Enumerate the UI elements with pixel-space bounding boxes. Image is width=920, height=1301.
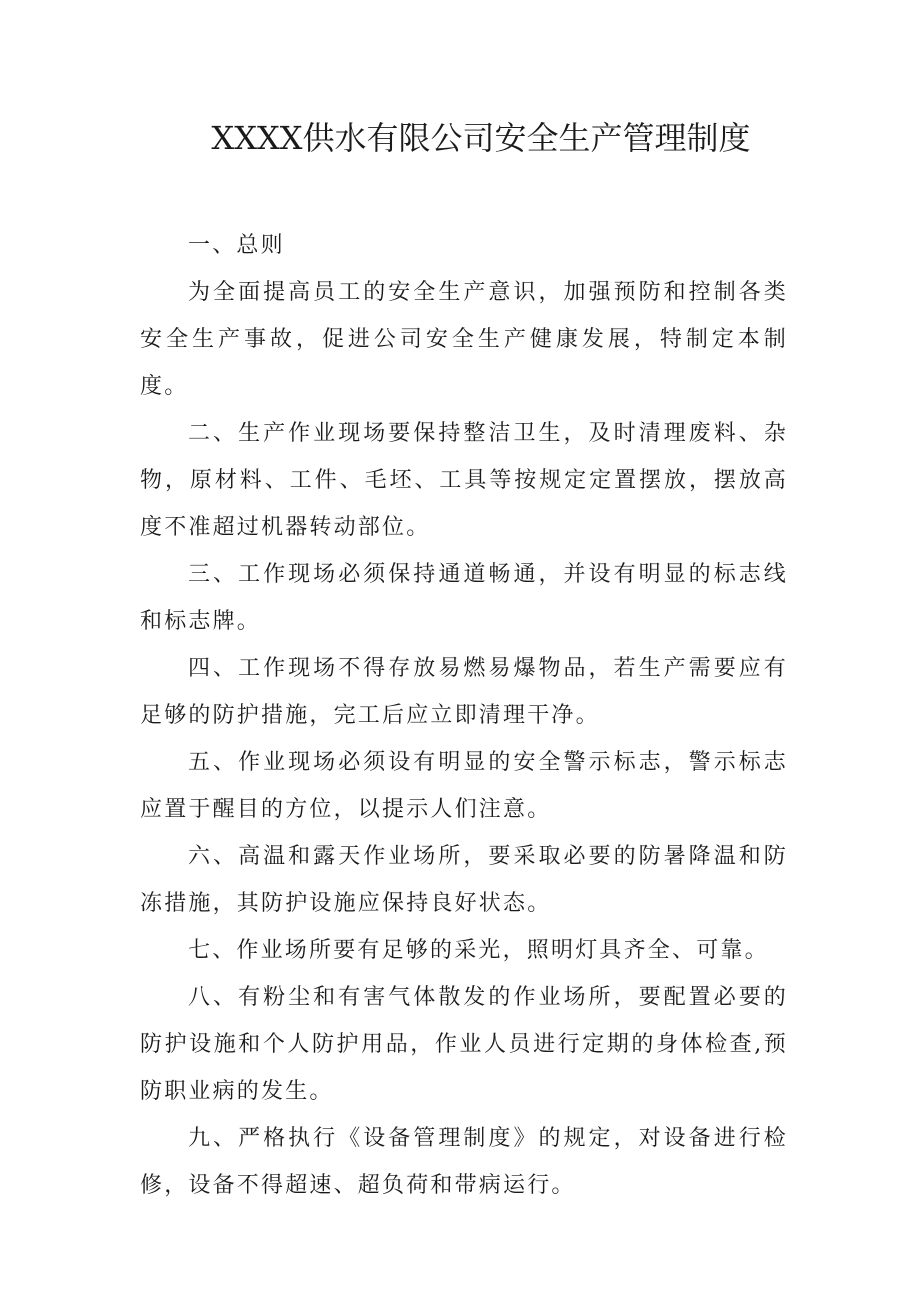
document-body	[140, 222, 788, 1209]
paragraph-rule-9: 九、严格执行《设备管理制度》的规定，对设备进行检修，设备不得超速、超负荷和带病运行。	[140, 1126, 788, 1198]
paragraph-rule-7: 七、作业场所要有足够的采光，照明灯具齐全、可靠。	[188, 938, 769, 963]
paragraph-rule-4: 四、工作现场不得存放易燃易爆物品，若生产需要应有足够的防护措施，完工后应立即清理干净。	[140, 656, 788, 728]
paragraph-purpose: 为全面提高员工的安全生产意识，加强预防和控制各类安全生产事故，促进公司安全生产健康发展，特制定本制度。	[140, 280, 788, 399]
paragraph-rule-8: 八、有粉尘和有害气体散发的作业场所，要配置必要的防护设施和个人防护用品，作业人员进行定期的身体检查,预防职业病的发生。	[140, 985, 788, 1104]
paragraph-rule-6: 六、高温和露天作业场所，要采取必要的防暑降温和防冻措施，其防护设施应保持良好状态。	[140, 844, 788, 916]
paragraph-rule-2: 二、生产作业现场要保持整洁卫生，及时清理废料、杂物，原材料、工件、毛坯、工具等按规定定置摆放，摆放高度不准超过机器转动部位。	[140, 421, 788, 540]
section-heading-general: 一、总则	[188, 233, 285, 258]
paragraph-rule-3: 三、工作现场必须保持通道畅通，并设有明显的标志线和标志牌。	[140, 562, 788, 634]
paragraph-rule-5: 五、作业现场必须设有明显的安全警示标志，警示标志应置于醒目的方位，以提示人们注意。	[140, 750, 788, 822]
document-title: XXXX供水有限公司安全生产管理制度	[211, 119, 751, 157]
